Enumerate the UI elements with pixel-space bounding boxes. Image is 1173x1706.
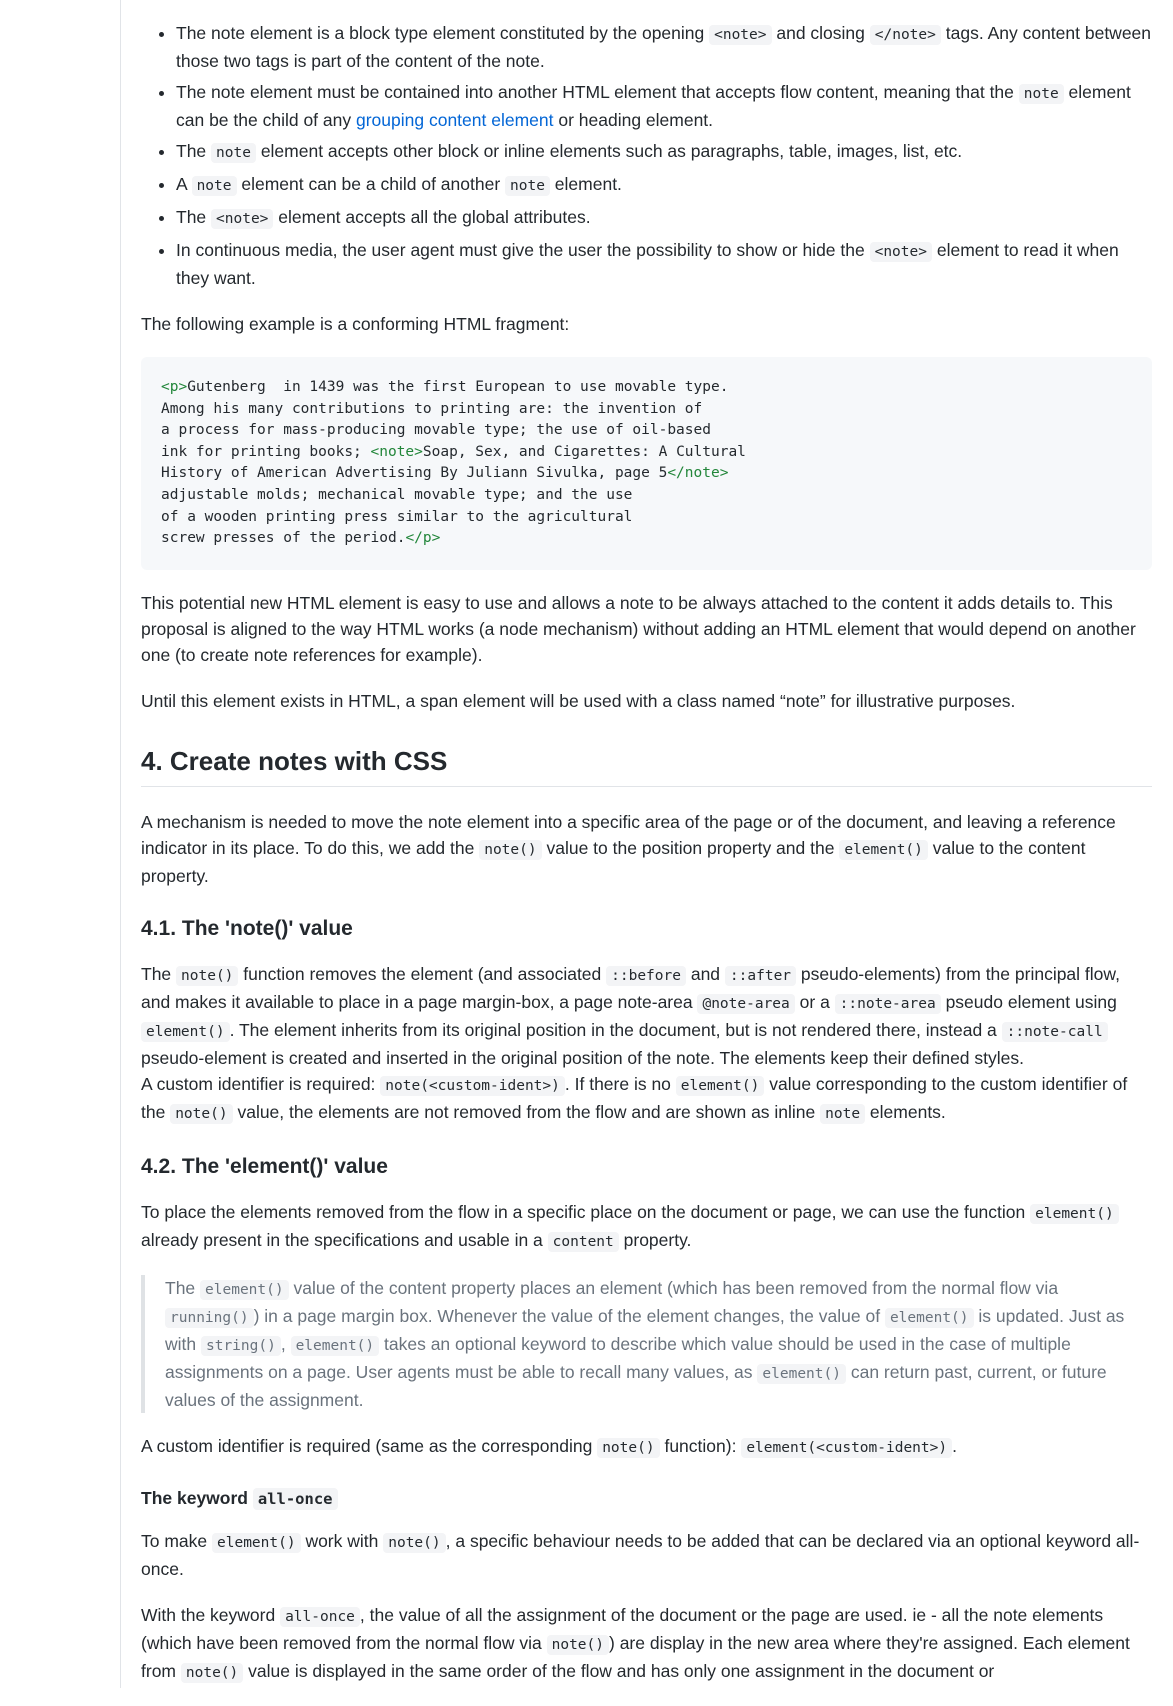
list-item: [176, 204, 1152, 232]
text: is updated. Just as with: [165, 1305, 1125, 1354]
article-body: [141, 0, 1152, 1706]
code-tag: <p>: [161, 379, 188, 395]
text: or heading element.: [553, 110, 714, 130]
inline-code: ::after: [725, 966, 796, 986]
note-properties-list: [141, 20, 1152, 291]
text: element to read it when they want.: [176, 240, 1119, 288]
text: , the value of all the assignment of the document or the page are used. ie - all the note elements (which have been removed from the normal flow via: [141, 1604, 1104, 1653]
inline-code: note(): [547, 1635, 609, 1655]
text: work with: [300, 1530, 384, 1551]
text: . The element inherits from its original position in the document, but is not rendered there, instead a: [229, 1019, 1002, 1040]
text: already present in the specifications and usable in a: [141, 1229, 548, 1250]
text: ) in a page margin box. Whenever the value of the element changes, the value of: [253, 1305, 885, 1326]
spec-blockquote: [141, 1275, 1152, 1413]
inline-code: note: [820, 1104, 865, 1124]
text: In continuous media, the user agent must give the user the possibility to show or hide the: [176, 240, 870, 260]
inline-code: element(): [1030, 1204, 1119, 1224]
note-function-paragraph: [141, 961, 1152, 1071]
inline-code: note(): [181, 1663, 243, 1683]
inline-code: element(): [676, 1076, 765, 1096]
text: value of the content property places an element (which has been removed from the normal flow via: [288, 1277, 1059, 1298]
inline-code: note: [192, 176, 237, 196]
text: A mechanism is needed to move the note element into a specific area of the page or of the document, and leaving a reference indicator in its place. To do this, we add the: [141, 811, 1116, 858]
text: To place the elements removed from the flow in a specific place on the document or page, we can use the function: [141, 1201, 1031, 1222]
inline-code: <note>: [709, 25, 771, 45]
text: The: [176, 141, 212, 161]
text: ,: [280, 1333, 291, 1354]
inline-code: ::note-area: [835, 994, 941, 1014]
potential-paragraph: This potential new HTML element is easy to use and allows a note to be always attached to the content it adds details to. This proposal is aligned to the way HTML works (a node mechanism) without adding an HTML element that would depend on another one (to create note references for example).: [141, 592, 1136, 665]
text: pseudo-element is created and inserted in the original position of the note. The elements keep their defined styles.: [141, 1047, 1024, 1068]
text: function):: [659, 1435, 742, 1456]
custom-identifier-paragraph: [141, 1071, 1152, 1127]
text: ) are display in the new area where they're assigned. Each element from: [141, 1632, 1130, 1681]
text: A custom identifier is required:: [141, 1073, 381, 1094]
text: can return past, current, or future values of the assignment.: [165, 1361, 1107, 1410]
text: The: [141, 963, 177, 984]
inline-code: element(): [839, 840, 928, 860]
text: function removes the element (and associated: [238, 963, 607, 984]
text: pseudo element using: [940, 991, 1117, 1012]
inline-code: note: [505, 176, 550, 196]
text: value corresponding to the custom identifier of the: [141, 1073, 1128, 1122]
list-item: [176, 237, 1152, 291]
text: value to the position property and the: [541, 837, 840, 858]
inline-code: element(<custom-ident>): [741, 1438, 952, 1458]
inline-code: @note-area: [697, 994, 794, 1014]
text: With the keyword: [141, 1604, 281, 1625]
inline-code: element(): [141, 1022, 230, 1042]
text: pseudo-elements) from the principal flow, and makes it available to place in a page margin-box, a page note-area: [141, 963, 1120, 1012]
place-paragraph: [141, 1199, 1152, 1255]
inline-code: <note>: [211, 209, 273, 229]
code-tag: <note>: [370, 443, 423, 460]
list-item: [176, 171, 1152, 199]
text: and closing: [771, 23, 870, 43]
inline-code: note(): [597, 1438, 659, 1458]
inline-code: element(): [212, 1533, 301, 1553]
inline-code: note(<custom-ident>): [380, 1076, 565, 1096]
grouping-content-link[interactable]: grouping content element: [355, 110, 554, 130]
text: The note element must be contained into another HTML element that accepts flow content, meaning that the: [176, 82, 1019, 102]
inline-code: note: [211, 143, 256, 163]
text: takes an optional keyword to describe which value should be used in the case of multiple assignments on a page. User agents must be able to recall many values, as: [165, 1333, 1071, 1382]
mechanism-paragraph: [141, 809, 1152, 889]
custom-identifier-element-paragraph: [141, 1433, 1152, 1461]
inline-code: ::before: [606, 966, 686, 986]
inline-code: note(): [170, 1104, 232, 1124]
text: element accepts all the global attributes.: [273, 207, 591, 227]
inline-code: note: [1019, 84, 1064, 104]
inline-code: </note>: [870, 25, 941, 45]
inline-code: all-once: [253, 1488, 338, 1510]
code-tag: </p>: [405, 530, 441, 547]
code-text: Gutenberg in 1439 was the first European to use movable type. Among his many contributions to printing are: the invention of a process for mass-producing movable type; the use of oil-based ink for printing books;: [161, 379, 729, 460]
content-left-rule: [120, 0, 121, 1688]
inline-code: running(): [165, 1308, 254, 1328]
text: .: [952, 1435, 957, 1456]
inline-code: element(): [757, 1364, 846, 1384]
text: value to the content property.: [141, 837, 1086, 886]
with-keyword-paragraph: [141, 1602, 1152, 1686]
inline-code: all-once: [280, 1607, 360, 1627]
text: . If there is no: [564, 1073, 676, 1094]
text: value, the elements are not removed from the flow and are shown as inline: [232, 1101, 821, 1122]
inline-code: content: [548, 1232, 619, 1252]
inline-code: string(): [201, 1336, 281, 1356]
code-text: Soap, Sex, and Cigarettes: A Cultural History of American Advertising By Juliann Sivulka, page 5: [161, 443, 746, 482]
text: tags. Any content between those two tags is part of the content of the note.: [176, 23, 1152, 71]
list-item: [176, 138, 1152, 166]
inline-code: ::note-call: [1002, 1022, 1108, 1042]
text: or a: [794, 991, 835, 1012]
inline-code: element(): [200, 1280, 289, 1300]
text: element can be a child of another: [236, 174, 506, 194]
make-element-paragraph: [141, 1528, 1152, 1582]
keyword-heading-all-once: [141, 1485, 1152, 1512]
text: The note element is a block type element constituted by the opening: [176, 23, 710, 43]
code-text: adjustable molds; mechanical movable type; and the use of a wooden printing press similar to the agricultural screw presses of the period.: [161, 486, 633, 547]
text: and: [685, 963, 725, 984]
text: The: [165, 1277, 201, 1298]
text: The keyword: [141, 1487, 253, 1508]
inline-code: note(): [176, 966, 238, 986]
text: elements.: [865, 1101, 946, 1122]
list-item: [176, 79, 1152, 133]
inline-code: note(): [383, 1533, 445, 1553]
html-code-block: [141, 357, 1152, 570]
inline-code: element(): [885, 1308, 974, 1328]
text: The: [176, 207, 212, 227]
until-paragraph: Until this element exists in HTML, a span element will be used with a class named “note” for illustrative purposes.: [141, 690, 1016, 711]
text: To make: [141, 1530, 212, 1551]
text: element.: [549, 174, 622, 194]
text: property.: [618, 1229, 692, 1250]
subheading-element-value: 4.2. The 'element()' value: [141, 1154, 388, 1178]
text: A custom identifier is required (same as the corresponding: [141, 1435, 598, 1456]
list-item: [176, 20, 1152, 74]
example-intro: The following example is a conforming HTML fragment:: [141, 314, 570, 334]
text: , a specific behaviour needs to be added that can be declared via an optional keyword all-once.: [141, 1530, 1140, 1579]
inline-code: element(): [291, 1336, 380, 1356]
section-heading-create-notes: 4. Create notes with CSS: [141, 744, 1152, 787]
text: A: [176, 174, 192, 194]
text: element can be the child of any: [176, 82, 1131, 130]
text: element accepts other block or inline elements such as paragraphs, table, images, list, etc.: [255, 141, 963, 161]
inline-code: <note>: [870, 242, 932, 262]
text: value is displayed in the same order of the flow and has only one assignment in the document or: [243, 1660, 995, 1681]
inline-code: note(): [479, 840, 541, 860]
code-tag: </note>: [667, 465, 729, 482]
subheading-note-value: 4.1. The 'note()' value: [141, 916, 353, 940]
